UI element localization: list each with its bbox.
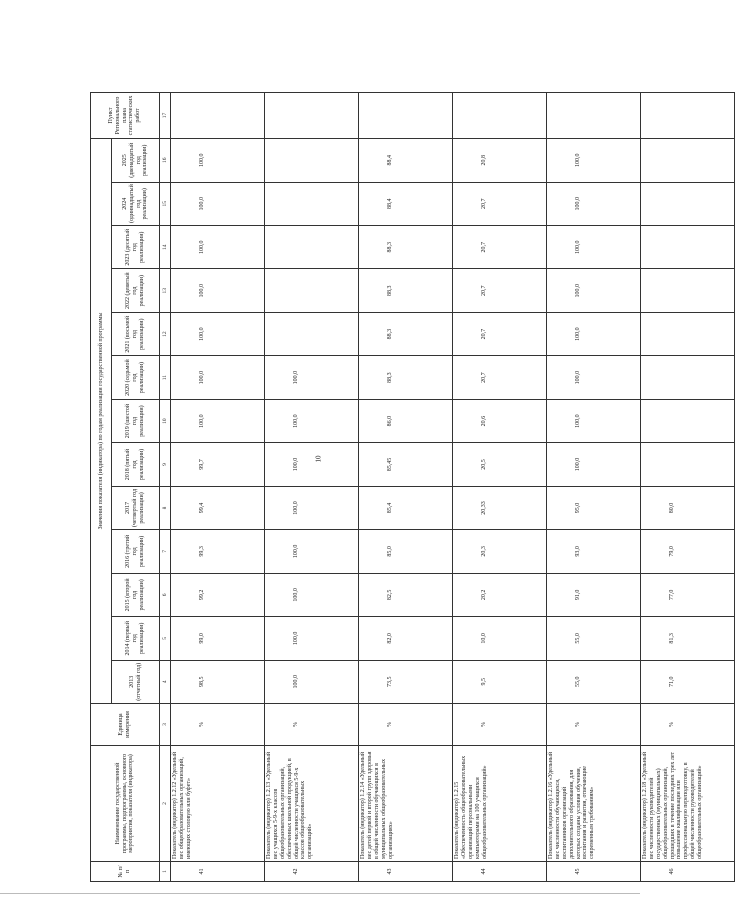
row-value: 88,4 (359, 182, 453, 225)
row-number: 42 (265, 862, 359, 882)
row-value (641, 356, 735, 399)
column-number: 2 (160, 746, 171, 862)
row-value: 100,0 (547, 182, 641, 225)
row-value: 100,0 (171, 139, 265, 183)
table-frame (90, 92, 704, 882)
page-number: 10 (314, 455, 323, 463)
table-row (359, 93, 453, 882)
row-value: 82,5 (359, 573, 453, 616)
header-year: 2019 (шестой год реализации) (112, 399, 160, 442)
row-value: 20,33 (453, 486, 547, 529)
column-numbers-row (160, 93, 171, 882)
row-value: 88,3 (359, 312, 453, 355)
row-number: 44 (453, 862, 547, 882)
row-value: 20,7 (453, 356, 547, 399)
row-value (641, 182, 735, 225)
row-value (641, 139, 735, 183)
row-value: 100,0 (171, 312, 265, 355)
row-value: 99,2 (171, 573, 265, 616)
row-value: 93,0 (547, 530, 641, 573)
row-value: 20,7 (453, 269, 547, 312)
row-value: 100,0 (547, 226, 641, 269)
column-number: 12 (160, 312, 171, 355)
table-row (171, 93, 265, 882)
row-unit: % (641, 704, 735, 746)
row-indicator-name: Показатель (индикатор) 1.2.12 «Удельный вес общеобразовательных организаций, имеющих столовую или буфет» (171, 746, 265, 862)
row-value: 100,0 (547, 139, 641, 183)
page-bottom-rule (0, 893, 640, 894)
row-value: 99,7 (171, 443, 265, 486)
header-year: 2018 (пятый год реализации) (112, 443, 160, 486)
row-number: 46 (641, 862, 735, 882)
rotated-page (90, 92, 704, 882)
row-value: 100,0 (171, 399, 265, 442)
row-value: 82,0 (359, 617, 453, 660)
row-value: 20,7 (453, 182, 547, 225)
header-plan: Пункт Регионального плана статистических работ (91, 93, 160, 139)
header-year: 2013 (отчетный год) (112, 660, 160, 703)
row-value: 10,0 (453, 617, 547, 660)
row-value (265, 226, 359, 269)
row-value: 80,0 (641, 486, 735, 529)
table-body (171, 93, 735, 882)
column-number: 6 (160, 573, 171, 616)
row-indicator-name: Показатель (индикатор) 1.2.15 «Обеспеченность общеобразовательных организаций персональными компьютерами на 100 учащихся общеобразовательных организаций» (453, 746, 547, 862)
row-value (641, 226, 735, 269)
row-value (265, 182, 359, 225)
table-row (641, 93, 735, 882)
header-year: 2020 (седьмой год реализации) (112, 356, 160, 399)
row-value: 85,0 (359, 530, 453, 573)
row-value: 100,0 (547, 356, 641, 399)
row-value: 100,0 (265, 399, 359, 442)
row-value: 100,0 (547, 399, 641, 442)
header-num: № п/п (91, 862, 160, 882)
header-year: 2017 (четвертый год реализации) (112, 486, 160, 529)
row-value: 88,3 (359, 356, 453, 399)
header-row-1 (91, 93, 112, 882)
column-number: 11 (160, 356, 171, 399)
row-value: 100,0 (547, 269, 641, 312)
column-number: 9 (160, 443, 171, 486)
column-number: 15 (160, 182, 171, 225)
row-value: 77,0 (641, 573, 735, 616)
row-value: 85,4 (359, 486, 453, 529)
header-year: 2014 (первый год реализации) (112, 617, 160, 660)
row-unit: % (359, 704, 453, 746)
row-value: 9,5 (453, 660, 547, 703)
header-year: 2016 (третий год реализации) (112, 530, 160, 573)
column-number: 17 (160, 93, 171, 139)
row-value: 20,2 (453, 573, 547, 616)
row-value (265, 312, 359, 355)
row-value: 85,45 (359, 443, 453, 486)
row-value: 81,3 (641, 617, 735, 660)
row-value: 20,5 (453, 443, 547, 486)
row-plan (641, 93, 735, 139)
row-plan (453, 93, 547, 139)
row-plan (547, 93, 641, 139)
row-indicator-name: Показатель (индикатор) 1.2.18 «Удельный вес численности руководителей государственных (муниципальных) общеобразовательных организаций, прошедших в течение последних трех лет повышение квалификации или профессиональную переподготовку, в общей численности руководителей общеобразовательных организаций» (641, 746, 735, 862)
row-value: 100,0 (265, 617, 359, 660)
row-unit: % (547, 704, 641, 746)
row-value: 100,0 (547, 312, 641, 355)
row-value: 20,3 (453, 530, 547, 573)
row-value: 86,0 (359, 399, 453, 442)
header-year: 2015 (второй год реализации) (112, 573, 160, 616)
row-value: 20,6 (453, 399, 547, 442)
row-value: 95,0 (547, 486, 641, 529)
row-value (641, 312, 735, 355)
row-unit: % (453, 704, 547, 746)
row-value: 55,0 (547, 617, 641, 660)
header-year: 2021 (восьмой год реализации) (112, 312, 160, 355)
header-year: 2023 (десятый год реализации) (112, 226, 160, 269)
row-plan (359, 93, 453, 139)
row-value: 100,0 (265, 660, 359, 703)
row-value: 91,0 (547, 573, 641, 616)
row-value: 20,8 (453, 139, 547, 183)
column-number: 10 (160, 399, 171, 442)
row-indicator-name: Показатель (индикатор) 1.2.14 «Удельный вес детей первой и второй групп здоровья в общей численности обучающихся в муниципальных общеобразовательных организациях» (359, 746, 453, 862)
column-number: 13 (160, 269, 171, 312)
column-number: 4 (160, 660, 171, 703)
header-year: 2024 (одиннадцатый год реализации) (112, 182, 160, 225)
header-year: 2025 (двенадцатый год реализации) (112, 139, 160, 183)
row-value: 100,0 (171, 269, 265, 312)
row-value: 100,0 (171, 182, 265, 225)
row-value: 88,3 (359, 269, 453, 312)
row-value: 100,0 (265, 530, 359, 573)
row-value: 73,5 (359, 660, 453, 703)
header-values-group: Значения показателя (индикатора) по годам реализации государственной программы (91, 139, 112, 704)
row-value: 100,0 (171, 226, 265, 269)
row-plan (265, 93, 359, 139)
column-number: 14 (160, 226, 171, 269)
row-value: 99,0 (171, 617, 265, 660)
row-value: 88,3 (359, 226, 453, 269)
column-number: 5 (160, 617, 171, 660)
row-number: 45 (547, 862, 641, 882)
column-number: 7 (160, 530, 171, 573)
header-name: Наименование государственной программы, подпрограммы, основного мероприятия, показателя (индикатора) (91, 746, 160, 862)
row-value: 20,7 (453, 312, 547, 355)
row-value: 88,4 (359, 139, 453, 183)
header-year: 2022 (девятый год реализации) (112, 269, 160, 312)
row-value (641, 443, 735, 486)
row-value: 100,0 (265, 356, 359, 399)
row-indicator-name: Показатель (индикатор) 1.2.16 «Удельный вес численности обучающихся, воспитанников организаций дополнительного образования, для которых созданы условия обучения, воспитания и развития, отвечающие современным требованиям» (547, 746, 641, 862)
row-number: 43 (359, 862, 453, 882)
row-value: 99,3 (171, 530, 265, 573)
row-value: 20,7 (453, 226, 547, 269)
row-value (641, 269, 735, 312)
row-value: 99,4 (171, 486, 265, 529)
row-value: 71,0 (641, 660, 735, 703)
row-value: 100,0 (265, 486, 359, 529)
row-value: 100,0 (547, 443, 641, 486)
row-value (641, 399, 735, 442)
row-value: 100,0 (265, 443, 359, 486)
row-value: 98,5 (171, 660, 265, 703)
indicators-table (90, 92, 735, 882)
column-number: 8 (160, 486, 171, 529)
row-value: 55,0 (547, 660, 641, 703)
table-row (453, 93, 547, 882)
row-unit: % (265, 704, 359, 746)
row-value (265, 139, 359, 183)
row-plan (171, 93, 265, 139)
row-indicator-name: Показатель (индикатор) 1.2.13 «Удельный вес учащихся 5-9-х классов общеобразовательных организаций, обеспеченных школьной продукцией, в общей численности учащихся 5-9-х классов общеобразовательных организаций» (265, 746, 359, 862)
row-value: 100,0 (171, 356, 265, 399)
header-unit: Единица измерения (91, 704, 160, 746)
row-number: 41 (171, 862, 265, 882)
table-row (265, 93, 359, 882)
table-row (547, 93, 641, 882)
row-value: 100,0 (265, 573, 359, 616)
row-value: 79,0 (641, 530, 735, 573)
row-unit: % (171, 704, 265, 746)
column-number: 16 (160, 139, 171, 183)
column-number: 3 (160, 704, 171, 746)
column-number: 1 (160, 862, 171, 882)
row-value (265, 269, 359, 312)
